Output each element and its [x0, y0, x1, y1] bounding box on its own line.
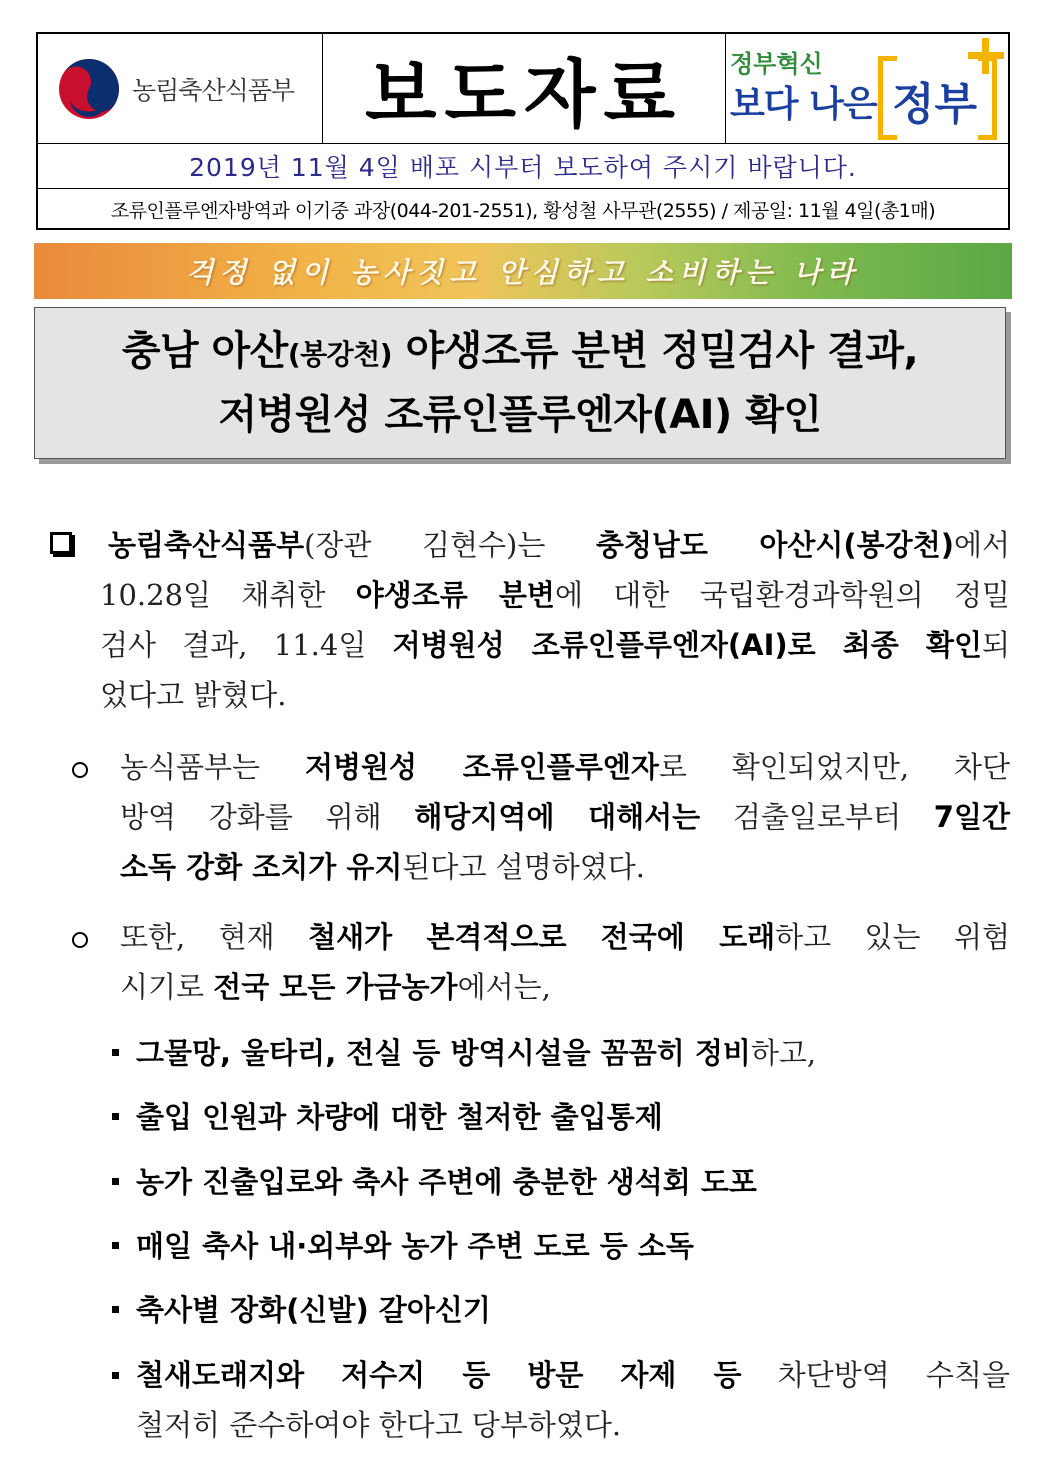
- headline-line-1: [122, 321, 918, 385]
- banner-text: 걱정 없이 농사짓고 안심하고 소비하는 나라: [186, 256, 860, 289]
- slogan-gov: 정부: [892, 79, 978, 130]
- text-bold: (봉강천): [843, 528, 954, 562]
- press-release-title-cell: [323, 34, 726, 143]
- text: 에서: [953, 528, 1010, 562]
- para-line: [136, 1350, 1010, 1400]
- contact-info: 조류인플루엔자방역과 이기중 과장(044-201-2551), 황성철 사무관(2555) / 제공일: 11월 4일(총1매): [110, 199, 936, 222]
- text: 하고 있는 위험: [775, 920, 1010, 954]
- slogan-top: 정부혁신: [730, 50, 823, 78]
- text: 에서는,: [457, 970, 551, 1004]
- text: 농식품부는: [120, 750, 305, 784]
- list-item: [136, 1028, 1010, 1078]
- text: 검사 결과, 11.4일: [100, 628, 393, 662]
- text-bold: 저병원성 조류인플루엔자(AI)로 최종 확인: [392, 628, 982, 662]
- para-line: 었다고 밝혔다.: [100, 678, 287, 712]
- press-header: [36, 32, 1010, 230]
- text: 에 대한 국립환경과학원의 정밀: [554, 578, 1011, 612]
- text-bold: 야생조류 분변: [355, 578, 555, 612]
- government-innovation-slogan: [726, 34, 1010, 143]
- text: 로 확인되었지만, 차단: [658, 750, 1010, 784]
- circle-bullet-icon: [72, 762, 88, 778]
- para-line: [120, 962, 1010, 1012]
- ministry-logo-cell: [38, 34, 323, 143]
- para-line: [120, 842, 1010, 892]
- square-bullet-icon: [50, 532, 72, 554]
- para-line: [100, 570, 1010, 620]
- text-bold: 축사별 장화(신발) 갈아신기: [136, 1293, 491, 1327]
- para-line: [120, 742, 1010, 792]
- text-bold: 해당지역에 대해서는: [414, 800, 701, 834]
- circle-bullet-icon: [72, 932, 88, 948]
- text-bold: 충청남도 아산시: [595, 528, 844, 562]
- text-bold: 농림축산식품부: [108, 528, 305, 562]
- bullet-dot-icon: [112, 1113, 119, 1120]
- list-item: [136, 1157, 1010, 1207]
- release-notice: 2019년 11월 4일 배포 시부터 보도하여 주시기 바랍니다.: [189, 152, 857, 182]
- text-bold: 저병원성 조류인플루엔자: [304, 750, 659, 784]
- slogan-banner: [34, 243, 1012, 299]
- text: 차단방역 수칙을: [741, 1358, 1010, 1392]
- contact-row: [38, 189, 1008, 229]
- list-item: [136, 1350, 1010, 1450]
- text-bold: 7일간: [933, 800, 1010, 834]
- text: 된다고 설명하였다.: [402, 850, 645, 884]
- header-top-row: [38, 34, 1008, 144]
- bullet-dot-icon: [112, 1178, 119, 1185]
- para-line: [120, 792, 1010, 842]
- bullet-dot-icon: [112, 1372, 119, 1379]
- headline-part: 충남 아산: [121, 328, 288, 374]
- press-release-title: 보도자료: [365, 51, 683, 138]
- headline-part: 야생조류 분변 정밀검사 결과,: [392, 328, 919, 374]
- text-bold: 철새가 본격적으로 전국에 도래: [308, 920, 776, 954]
- text: 하고,: [750, 1036, 817, 1070]
- para-line: [100, 520, 1010, 570]
- bullet-dot-icon: [112, 1049, 119, 1056]
- list-item: [136, 1285, 1010, 1335]
- headline-part-small: (봉강천): [287, 338, 393, 371]
- government-emblem-icon: [58, 58, 120, 120]
- text: (장관 김현수)는: [304, 528, 596, 562]
- text: 되: [981, 628, 1010, 662]
- text-bold: 출입 인원과 차량에 대한 철저한 출입통제: [136, 1100, 663, 1134]
- text-bold: 농가 진출입로와 축사 주변에 충분한 생석회 도포: [136, 1165, 757, 1199]
- text-bold: 전국 모든 가금농가: [213, 970, 458, 1004]
- para-line: [120, 912, 1010, 962]
- text-bold: 소독 강화 조치가 유지: [120, 850, 403, 884]
- release-notice-row: [38, 143, 1008, 189]
- list-item: [136, 1092, 1010, 1142]
- paragraph-quarantine: [120, 742, 1010, 892]
- text-bold: 매일 축사 내·외부와 농가 주변 도로 등 소독: [136, 1229, 694, 1263]
- text: 방역 강화를 위해: [120, 800, 415, 834]
- text: 10.28일 채취한: [100, 578, 356, 612]
- slogan-bottom: 보다 나은: [730, 84, 877, 125]
- text: 검출일로부터: [700, 800, 934, 834]
- list-item: [136, 1221, 1010, 1271]
- headline-line-2: 저병원성 조류인플루엔자(AI) 확인: [218, 392, 822, 438]
- paragraph-migratory-birds: [120, 912, 1010, 1012]
- text-bold: 철새도래지와 저수지 등 방문 자제 등: [136, 1358, 742, 1392]
- plus-icon: [966, 36, 1006, 76]
- text: 시기로: [120, 970, 214, 1004]
- bullet-dot-icon: [112, 1242, 119, 1249]
- para-line: 철저히 준수하여야 한다고 당부하였다.: [136, 1408, 622, 1442]
- headline-box: [34, 307, 1006, 459]
- ministry-name: 농림축산식품부: [132, 75, 295, 105]
- para-line: [100, 620, 1010, 670]
- bullet-dot-icon: [112, 1306, 119, 1313]
- paragraph-main: [100, 520, 1010, 720]
- text: 또한, 현재: [120, 920, 309, 954]
- text-bold: 그물망, 울타리, 전실 등 방역시설을 꼼꼼히 정비: [136, 1036, 751, 1070]
